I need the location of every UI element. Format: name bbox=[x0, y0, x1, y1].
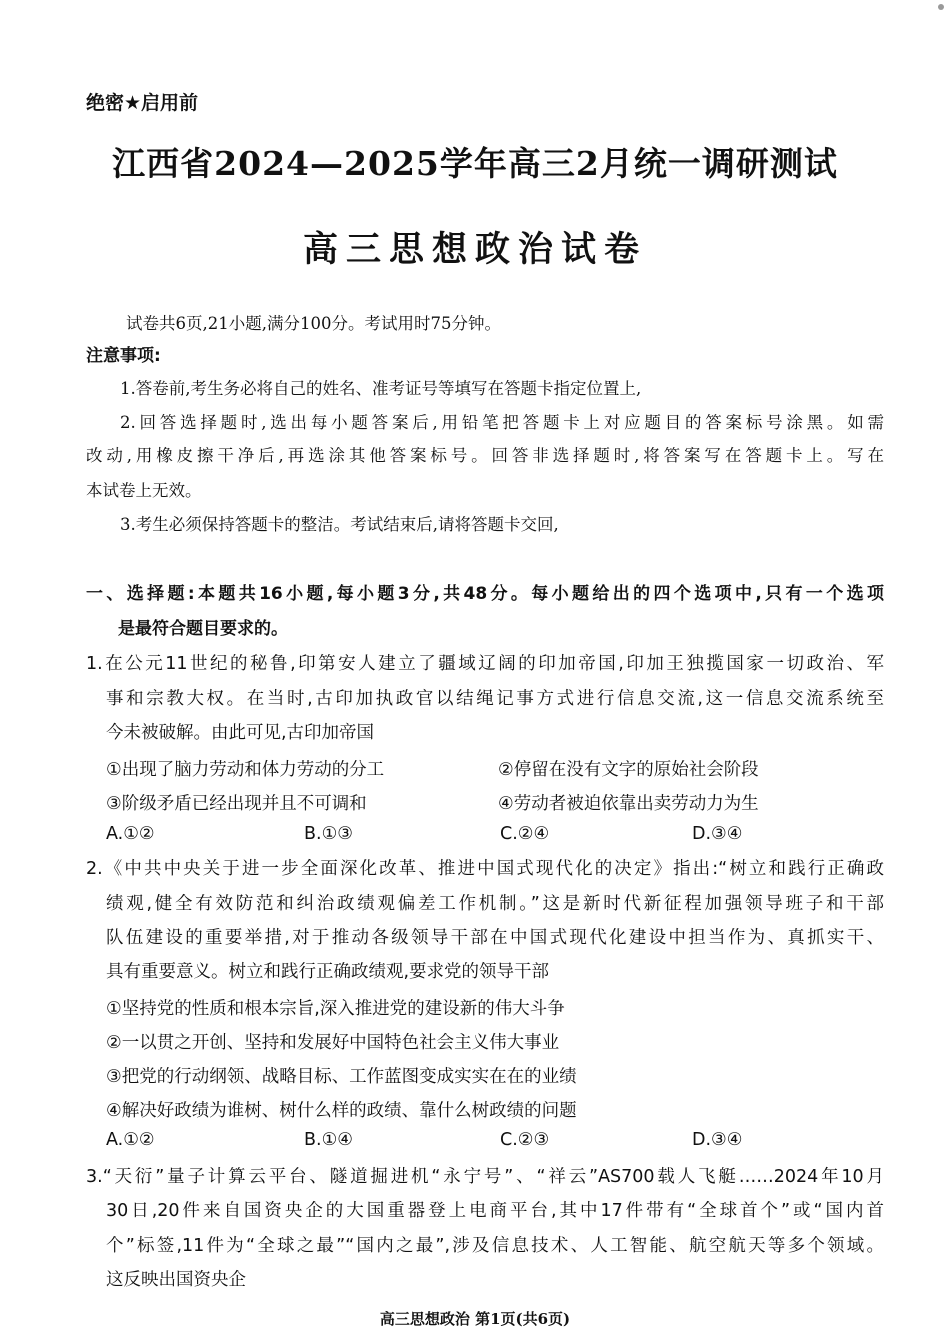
q1-line-2: 事和宗教大权。在当时,古印加执政官以结绳记事方式进行信息交流,这一信息交流系统至 bbox=[106, 689, 884, 709]
q2-statement-4: ④解决好政绩为谁树、树什么样的政绩、靠什么树政绩的问题 bbox=[106, 1101, 577, 1121]
q3-line-2: 30日,20件来自国资央企的大国重器登上电商平台,其中17件带有“全球首个”或“国内首 bbox=[106, 1201, 884, 1221]
notice-item-2-line-3: 本试卷上无效。 bbox=[86, 481, 202, 500]
q2-option-b: B.①④ bbox=[304, 1130, 353, 1150]
q1-option-a: A.①② bbox=[106, 824, 155, 844]
q2-option-a: A.①② bbox=[106, 1130, 155, 1150]
q3-line-1: 3.“天衍”量子计算云平台、隧道掘进机“永宁号”、“祥云”AS700载人飞艇……2024年10月 bbox=[86, 1167, 884, 1187]
section-1-heading-cont: 是最符合题目要求的。 bbox=[118, 619, 288, 639]
q2-line-2: 绩观,健全有效防范和纠治政绩观偏差工作机制。”这是新时代新征程加强领导班子和干部 bbox=[106, 894, 884, 914]
q1-statement-3: ③阶级矛盾已经出现并且不可调和 bbox=[106, 794, 367, 814]
notice-item-2-line-1: 2.回答选择题时,选出每小题答案后,用铅笔把答题卡上对应题目的答案标号涂黑。如需 bbox=[120, 413, 884, 432]
intro-text: 试卷共6页,21小题,满分100分。考试用时75分钟。 bbox=[126, 314, 501, 333]
q2-option-d: D.③④ bbox=[692, 1130, 743, 1150]
secret-label: 绝密★启用前 bbox=[86, 92, 199, 114]
q1-statement-2: ②停留在没有文字的原始社会阶段 bbox=[498, 760, 759, 780]
section-1-heading: 一、选择题:本题共16小题,每小题3分,共48分。每小题给出的四个选项中,只有一个选项 bbox=[86, 584, 884, 604]
q1-statement-1: ①出现了脑力劳动和体力劳动的分工 bbox=[106, 760, 385, 780]
q2-line-4: 具有重要意义。树立和践行正确政绩观,要求党的领导干部 bbox=[106, 962, 550, 982]
exam-subtitle: 高三思想政治试卷 bbox=[302, 230, 647, 270]
exam-title: 江西省2024—2025学年高三2月统一调研测试 bbox=[112, 144, 838, 183]
q1-line-1: 1.在公元11世纪的秘鲁,印第安人建立了疆域辽阔的印加帝国,印加王独揽国家一切政治、军 bbox=[86, 654, 884, 674]
q3-line-3: 个”标签,11件为“全球之最”“国内之最”,涉及信息技术、人工智能、航空航天等多个领域。 bbox=[106, 1236, 884, 1256]
q2-line-3: 队伍建设的重要举措,对于推动各级领导干部在中国式现代化建设中担当作为、真抓实干、 bbox=[106, 928, 884, 948]
q1-statement-4: ④劳动者被迫依靠出卖劳动力为生 bbox=[498, 794, 759, 814]
q1-line-3: 今未被破解。由此可见,古印加帝国 bbox=[106, 723, 375, 743]
q1-option-b: B.①③ bbox=[304, 824, 353, 844]
q2-line-1: 2.《中共中央关于进一步全面深化改革、推进中国式现代化的决定》指出:“树立和践行正确政 bbox=[86, 859, 884, 879]
notice-item-1: 1.答卷前,考生务必将自己的姓名、准考证号等填写在答题卡指定位置上, bbox=[120, 379, 642, 398]
page-footer: 高三思想政治 第1页(共6页) bbox=[379, 1310, 571, 1328]
scan-dot bbox=[938, 4, 944, 10]
notice-item-3: 3.考生必须保持答题卡的整洁。考试结束后,请将答题卡交回, bbox=[120, 515, 559, 534]
q3-line-4: 这反映出国资央企 bbox=[106, 1270, 246, 1290]
q2-statement-2: ②一以贯之开创、坚持和发展好中国特色社会主义伟大事业 bbox=[106, 1033, 560, 1053]
q1-option-d: D.③④ bbox=[692, 824, 743, 844]
q2-statement-1: ①坚持党的性质和根本宗旨,深入推进党的建设新的伟大斗争 bbox=[106, 999, 565, 1019]
q1-option-c: C.②④ bbox=[500, 824, 550, 844]
notice-heading: 注意事项: bbox=[86, 346, 161, 366]
q2-option-c: C.②③ bbox=[500, 1130, 550, 1150]
q2-statement-3: ③把党的行动纲领、战略目标、工作蓝图变成实实在在的业绩 bbox=[106, 1067, 577, 1087]
notice-item-2-line-2: 改动,用橡皮擦干净后,再选涂其他答案标号。回答非选择题时,将答案写在答题卡上。写在 bbox=[86, 446, 884, 465]
